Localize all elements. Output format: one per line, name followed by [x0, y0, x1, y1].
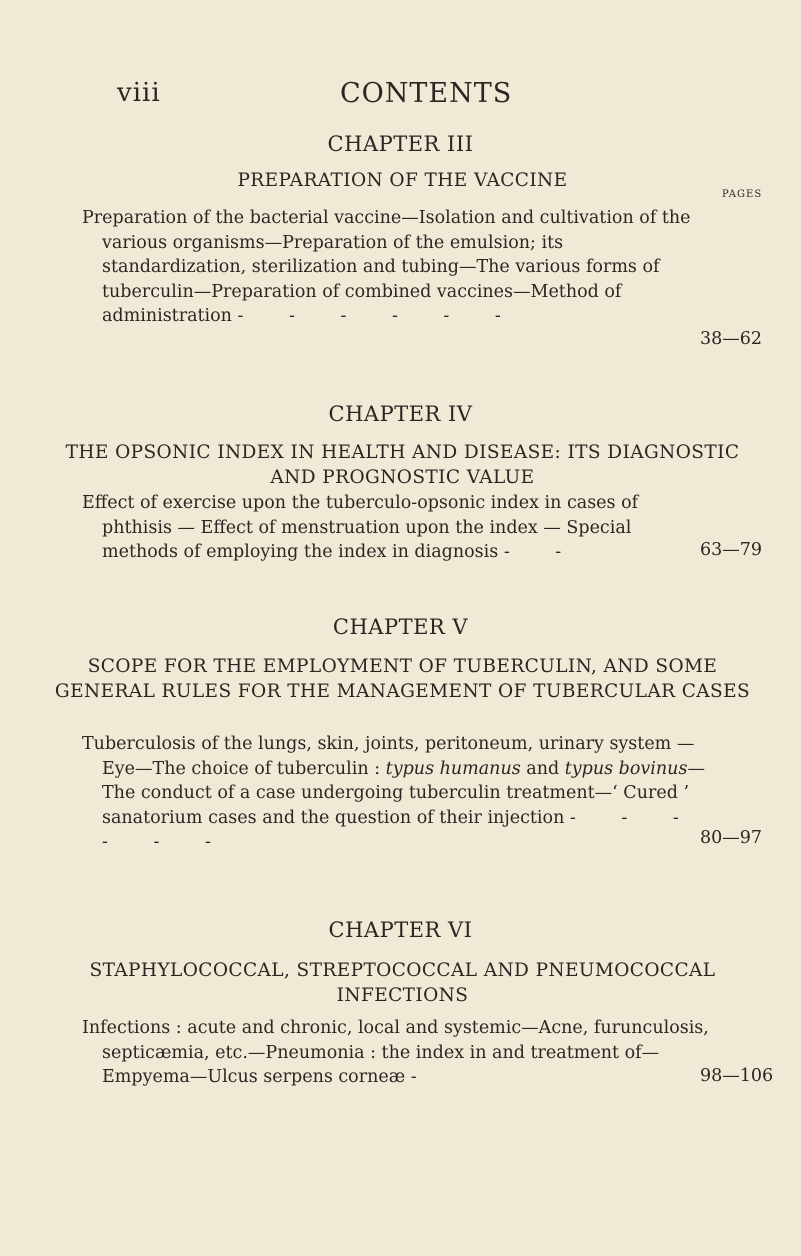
contents-entry [82, 1016, 712, 1090]
chapter-heading: CHAPTER IV [328, 402, 473, 426]
leader-dots: - - - - - - [102, 807, 699, 852]
chapter-title: THE OPSONIC INDEX IN HEALTH AND DISEASE: ITS DIAGNOSTIC AND PROGNOSTIC VALUE [65, 442, 740, 488]
page-number: viii [117, 78, 161, 108]
contents-entry [82, 491, 712, 565]
contents-entry [82, 206, 712, 329]
entry-text: —The conduct of a case undergoing tuberculin treatment—‘ Cured ’ sanatorium cases and the question of their injection [102, 758, 705, 828]
chapter-heading: CHAPTER III [327, 132, 474, 156]
chapter-heading: CHAPTER V [332, 615, 469, 639]
entry-text: Preparation of the bacterial vaccine—Isolation and cultivation of the various organisms—Preparation of the emulsion; its standardization, sterilization and tubing—The various forms of tuberculin—Preparation of combined vaccines—Method of administration [82, 208, 691, 326]
entry-text: Tuberculosis of the lungs, skin, joints, peritoneum, urinary system —Eye—The choice of tuberculin : [82, 734, 695, 779]
leader-dots: - - [503, 542, 582, 562]
chapter-title: PREPARATION OF THE VACCINE [237, 170, 568, 191]
entry-italic-text: typus bovinus [564, 758, 688, 779]
entry-italic-text: typus humanus [385, 758, 521, 779]
contents-entry [82, 732, 712, 855]
entry-text: Infections : acute and chronic, local and systemic—Acne, furunculosis, septicæmia, etc.—Pneumonia : the index in and treatment of—Empyema—Ulcus serpens corneæ [82, 1018, 709, 1087]
chapter-title: SCOPE FOR THE EMPLOYMENT OF TUBERCULIN, AND SOME GENERAL RULES FOR THE MANAGEMENT OF TUBERCULAR CASES [54, 656, 751, 702]
entry-text: and [520, 758, 565, 779]
running-title: CONTENTS [340, 78, 513, 109]
page-range: 38—62 [700, 329, 763, 349]
entry-text: Effect of exercise upon the tuberculo-opsonic index in cases of phthisis — Effect of menstruation upon the index — Special methods of employing the index in diagnosis [82, 493, 639, 562]
page-range: 98—106 [700, 1066, 774, 1086]
chapter-title: STAPHYLOCOCCAL, STREPTOCOCCAL AND PNEUMOCOCCAL INFECTIONS [89, 960, 716, 1006]
leader-dots: - [410, 1067, 437, 1087]
chapter-heading: CHAPTER VI [328, 918, 473, 942]
page-range: 63—79 [700, 540, 763, 560]
leader-dots: - - - - - - [237, 306, 521, 326]
pages-column-label: PAGES [722, 189, 763, 200]
page-range: 80—97 [700, 828, 763, 848]
